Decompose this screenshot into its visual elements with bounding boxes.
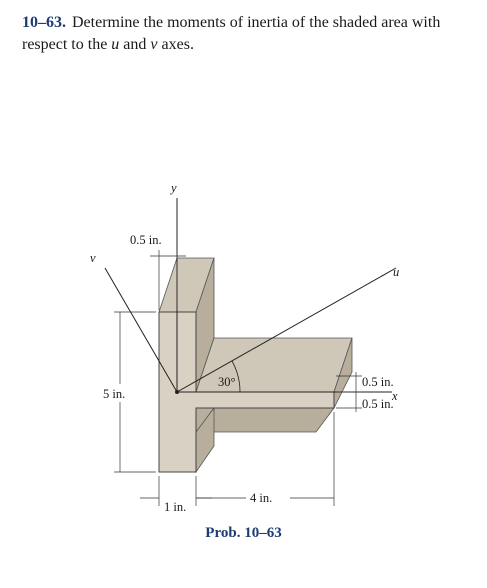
x-axis-label: x (392, 389, 398, 403)
bottom-side-face (196, 408, 334, 432)
figure-caption: Prob. 10–63 (205, 525, 282, 541)
y-axis-label: y (171, 181, 177, 195)
v-axis-label: v (90, 251, 96, 265)
web-thickness-label: 1 in. (164, 500, 187, 514)
top-width-label: 0.5 in. (130, 233, 162, 247)
u-symbol: u (111, 36, 120, 53)
height-label: 5 in. (103, 387, 126, 401)
origin-point (175, 390, 179, 394)
problem-number: 10–63. (22, 14, 66, 31)
angle-label: 30° (218, 375, 236, 389)
flange-top-label: 0.5 in. (362, 375, 394, 389)
and-word: and (123, 36, 147, 53)
u-axis-label: u (393, 265, 400, 279)
flange-length-label: 4 in. (250, 491, 273, 505)
v-symbol: v (150, 36, 158, 53)
flange-bottom-label: 0.5 in. (362, 397, 394, 411)
axes-word: axes. (161, 36, 194, 53)
problem-text-1: Determine the moments of inertia of the shaded area with respect to the (22, 14, 441, 53)
